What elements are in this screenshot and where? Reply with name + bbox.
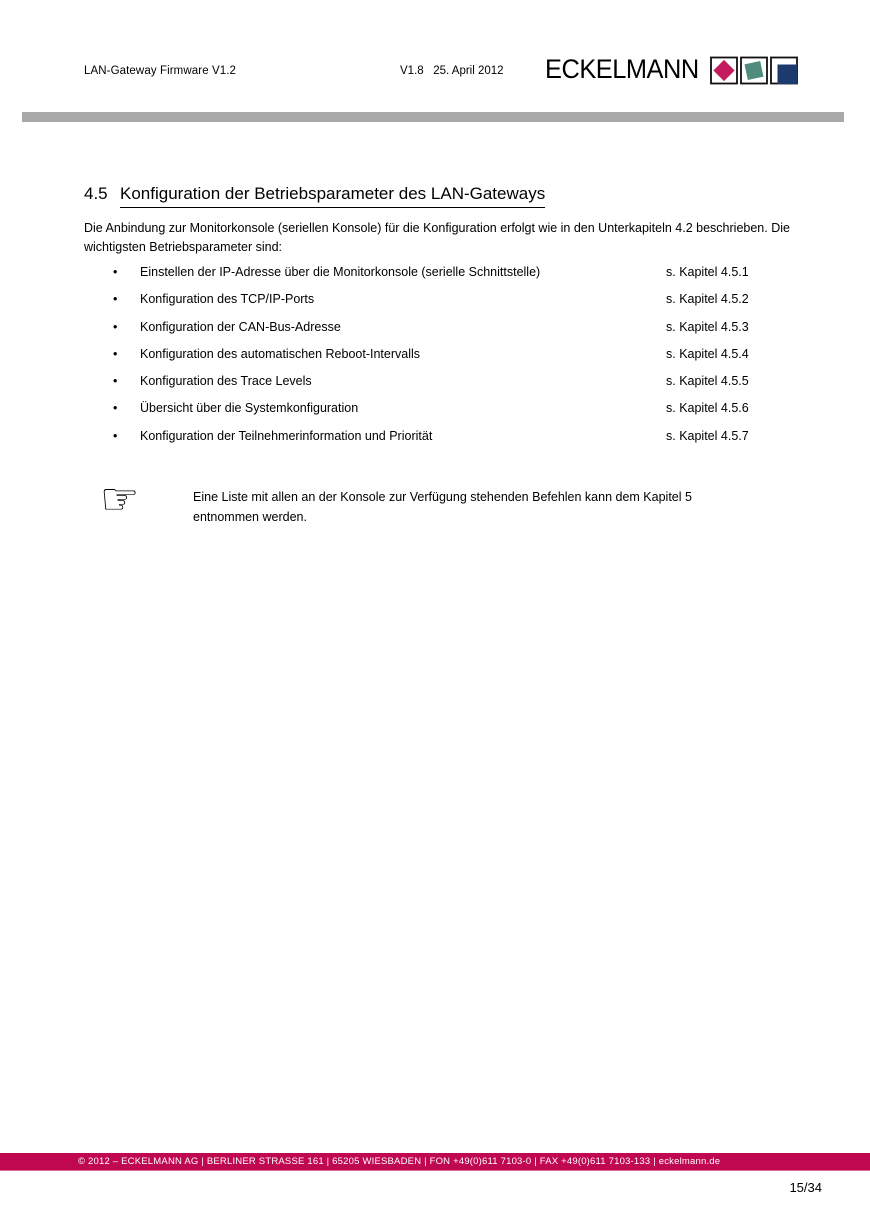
list-item — [84, 373, 784, 400]
list-item — [84, 428, 784, 455]
bullet-marker: • — [113, 374, 118, 389]
list-item — [84, 400, 784, 427]
chapter-reference: s. Kapitel 4.5.3 — [666, 319, 749, 334]
chapter-reference: s. Kapitel 4.5.1 — [666, 265, 749, 279]
footer-text: © 2012 – ECKELMANN AG | BERLINER STRASSE 161 | 65205 WIESBADEN | FON +49(0)611 7103-0 | FAX +49(0)611 7103-133 | eckelmann.de — [78, 1156, 721, 1167]
list-item — [84, 319, 784, 346]
page-number: 15/34 — [789, 1180, 822, 1195]
logo-teal-square — [745, 61, 764, 80]
bullet-marker: • — [113, 346, 118, 361]
logo-wordmark: ECKELMANN — [545, 54, 699, 84]
note-text: Eine Liste mit allen an der Konsole zur Verfügung stehenden Befehlen kann dem Kapitel 5 entnommen werden. — [193, 490, 692, 524]
header-version-date: V1.8 25. April 2012 — [400, 65, 504, 77]
header-doc-title: LAN-Gateway Firmware V1.2 — [84, 65, 237, 77]
bullet-label: Einstellen der IP-Adresse über die Monitorkonsole (serielle Schnittstelle) — [140, 265, 541, 279]
bullet-marker: • — [113, 265, 118, 279]
bullet-marker: • — [113, 428, 118, 443]
section-title — [84, 183, 545, 208]
list-item — [84, 264, 784, 291]
footer-bar — [0, 1153, 870, 1171]
header-divider-bar — [22, 112, 844, 122]
bullet-marker: • — [113, 292, 118, 307]
bullet-list — [84, 264, 784, 455]
chapter-reference: s. Kapitel 4.5.5 — [666, 374, 749, 389]
chapter-reference: s. Kapitel 4.5.6 — [666, 401, 749, 416]
bullet-label: Konfiguration der CAN-Bus-Adresse — [140, 319, 341, 334]
chapter-reference: s. Kapitel 4.5.4 — [666, 346, 749, 361]
intro-paragraph: Die Anbindung zur Monitorkonsole (seriellen Konsole) für die Konfiguration erfolgt wie in den Unterkapiteln 4.2 beschrieben. Die wichtigsten Betriebsparameter sind: — [84, 221, 790, 254]
list-item — [84, 291, 784, 318]
section-number: 4.5 — [84, 184, 108, 203]
bullet-marker: • — [113, 401, 118, 416]
section-title-text: Konfiguration der Betriebsparameter des LAN-Gateways — [120, 183, 545, 208]
bullet-label: Konfiguration des automatischen Reboot-Intervalls — [140, 346, 421, 361]
chapter-reference: s. Kapitel 4.5.7 — [666, 428, 749, 443]
bullet-marker: • — [113, 319, 118, 334]
logo-navy-square — [778, 65, 798, 85]
bullet-label: Konfiguration des Trace Levels — [140, 374, 312, 389]
chapter-reference: s. Kapitel 4.5.2 — [666, 292, 749, 307]
pointing-hand-icon: ☞ — [100, 474, 140, 525]
eckelmann-logo — [545, 53, 800, 89]
logo-squares-icon — [710, 56, 798, 86]
list-item — [84, 346, 784, 373]
bullet-label: Konfiguration des TCP/IP-Ports — [140, 292, 315, 307]
bullet-label: Übersicht über die Systemkonfiguration — [140, 401, 359, 416]
bullet-label: Konfiguration der Teilnehmerinformation und Priorität — [140, 428, 433, 443]
